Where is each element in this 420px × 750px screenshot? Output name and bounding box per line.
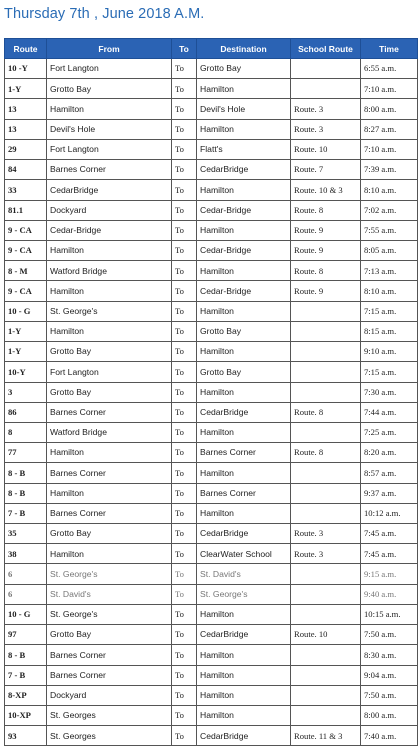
time-cell: 8:20 a.m. bbox=[361, 443, 418, 463]
destination-cell: CedarBridge bbox=[197, 726, 291, 746]
school-route-cell bbox=[291, 301, 361, 321]
time-cell: 8:00 a.m. bbox=[361, 99, 418, 119]
from-cell: Grotto Bay bbox=[47, 625, 172, 645]
table-row bbox=[5, 544, 418, 564]
route-cell: 8 - B bbox=[5, 645, 47, 665]
table-row bbox=[5, 180, 418, 200]
table-row bbox=[5, 99, 418, 119]
school-route-cell: Route. 8 bbox=[291, 200, 361, 220]
destination-cell: Cedar-Bridge bbox=[197, 281, 291, 301]
school-route-cell bbox=[291, 665, 361, 685]
route-cell: 8-XP bbox=[5, 685, 47, 705]
time-cell: 7:39 a.m. bbox=[361, 160, 418, 180]
destination-cell: Hamilton bbox=[197, 685, 291, 705]
destination-cell: CedarBridge bbox=[197, 524, 291, 544]
time-cell: 9:15 a.m. bbox=[361, 564, 418, 584]
table-row bbox=[5, 584, 418, 604]
school-route-cell bbox=[291, 321, 361, 341]
table-row bbox=[5, 160, 418, 180]
route-cell: 9 - CA bbox=[5, 281, 47, 301]
route-cell: 9 - CA bbox=[5, 220, 47, 240]
table-row bbox=[5, 281, 418, 301]
route-cell: 3 bbox=[5, 382, 47, 402]
time-cell: 8:10 a.m. bbox=[361, 281, 418, 301]
time-cell: 7:15 a.m. bbox=[361, 301, 418, 321]
from-cell: Hamilton bbox=[47, 321, 172, 341]
destination-cell: Barnes Corner bbox=[197, 443, 291, 463]
from-cell: Dockyard bbox=[47, 200, 172, 220]
route-cell: 93 bbox=[5, 726, 47, 746]
from-cell: Cedar-Bridge bbox=[47, 220, 172, 240]
route-cell: 33 bbox=[5, 180, 47, 200]
route-cell: 1-Y bbox=[5, 79, 47, 99]
column-header-to: To bbox=[172, 39, 197, 59]
route-cell: 8 - B bbox=[5, 463, 47, 483]
destination-cell: Hamilton bbox=[197, 463, 291, 483]
destination-cell: Hamilton bbox=[197, 261, 291, 281]
table-row bbox=[5, 443, 418, 463]
route-cell: 84 bbox=[5, 160, 47, 180]
school-route-cell bbox=[291, 79, 361, 99]
to-cell: To bbox=[172, 59, 197, 79]
school-route-cell bbox=[291, 564, 361, 584]
to-cell: To bbox=[172, 362, 197, 382]
to-cell: To bbox=[172, 301, 197, 321]
time-cell: 7:10 a.m. bbox=[361, 139, 418, 159]
time-cell: 7:13 a.m. bbox=[361, 261, 418, 281]
to-cell: To bbox=[172, 342, 197, 362]
destination-cell: Hamilton bbox=[197, 119, 291, 139]
from-cell: St. Georges bbox=[47, 726, 172, 746]
route-cell: 86 bbox=[5, 402, 47, 422]
to-cell: To bbox=[172, 200, 197, 220]
route-cell: 7 - B bbox=[5, 503, 47, 523]
destination-cell: Hamilton bbox=[197, 79, 291, 99]
to-cell: To bbox=[172, 483, 197, 503]
destination-cell: Hamilton bbox=[197, 706, 291, 726]
table-row bbox=[5, 139, 418, 159]
from-cell: Barnes Corner bbox=[47, 160, 172, 180]
to-cell: To bbox=[172, 402, 197, 422]
from-cell: Hamilton bbox=[47, 240, 172, 260]
from-cell: Hamilton bbox=[47, 281, 172, 301]
route-cell: 77 bbox=[5, 443, 47, 463]
time-cell: 7:45 a.m. bbox=[361, 544, 418, 564]
to-cell: To bbox=[172, 240, 197, 260]
destination-cell: Barnes Corner bbox=[197, 483, 291, 503]
to-cell: To bbox=[172, 79, 197, 99]
schedule-body bbox=[5, 59, 418, 746]
to-cell: To bbox=[172, 503, 197, 523]
to-cell: To bbox=[172, 99, 197, 119]
route-cell: 1-Y bbox=[5, 342, 47, 362]
route-cell: 9 - CA bbox=[5, 240, 47, 260]
from-cell: Fort Langton bbox=[47, 362, 172, 382]
destination-cell: Hamilton bbox=[197, 645, 291, 665]
route-cell: 6 bbox=[5, 584, 47, 604]
school-route-cell: Route. 8 bbox=[291, 443, 361, 463]
route-cell: 1-Y bbox=[5, 321, 47, 341]
table-row bbox=[5, 119, 418, 139]
destination-cell: CedarBridge bbox=[197, 160, 291, 180]
from-cell: Hamilton bbox=[47, 443, 172, 463]
destination-cell: Grotto Bay bbox=[197, 362, 291, 382]
time-cell: 7:50 a.m. bbox=[361, 685, 418, 705]
from-cell: Hamilton bbox=[47, 544, 172, 564]
school-route-cell bbox=[291, 604, 361, 624]
table-row bbox=[5, 79, 418, 99]
column-header-route: Route bbox=[5, 39, 47, 59]
school-route-cell: Route. 9 bbox=[291, 240, 361, 260]
from-cell: Grotto Bay bbox=[47, 524, 172, 544]
time-cell: 8:00 a.m. bbox=[361, 706, 418, 726]
time-cell: 9:40 a.m. bbox=[361, 584, 418, 604]
from-cell: Hamilton bbox=[47, 99, 172, 119]
destination-cell: ClearWater School bbox=[197, 544, 291, 564]
table-row bbox=[5, 564, 418, 584]
route-cell: 7 - B bbox=[5, 665, 47, 685]
table-row bbox=[5, 200, 418, 220]
school-route-cell bbox=[291, 422, 361, 442]
to-cell: To bbox=[172, 706, 197, 726]
from-cell: Barnes Corner bbox=[47, 463, 172, 483]
from-cell: St. George's bbox=[47, 604, 172, 624]
school-route-cell: Route. 3 bbox=[291, 524, 361, 544]
page-title: Thursday 7th , June 2018 A.M. bbox=[4, 6, 205, 22]
time-cell: 7:30 a.m. bbox=[361, 382, 418, 402]
from-cell: Watford Bridge bbox=[47, 422, 172, 442]
school-route-cell bbox=[291, 483, 361, 503]
route-cell: 8 bbox=[5, 422, 47, 442]
to-cell: To bbox=[172, 564, 197, 584]
route-cell: 97 bbox=[5, 625, 47, 645]
school-route-cell bbox=[291, 463, 361, 483]
destination-cell: CedarBridge bbox=[197, 625, 291, 645]
from-cell: Watford Bridge bbox=[47, 261, 172, 281]
from-cell: Grotto Bay bbox=[47, 342, 172, 362]
to-cell: To bbox=[172, 463, 197, 483]
from-cell: Hamilton bbox=[47, 483, 172, 503]
destination-cell: Hamilton bbox=[197, 220, 291, 240]
time-cell: 10:12 a.m. bbox=[361, 503, 418, 523]
time-cell: 9:04 a.m. bbox=[361, 665, 418, 685]
table-row bbox=[5, 483, 418, 503]
table-row bbox=[5, 220, 418, 240]
table-row bbox=[5, 463, 418, 483]
route-cell: 6 bbox=[5, 564, 47, 584]
time-cell: 9:37 a.m. bbox=[361, 483, 418, 503]
route-cell: 10 - G bbox=[5, 301, 47, 321]
destination-cell: Hamilton bbox=[197, 503, 291, 523]
time-cell: 8:30 a.m. bbox=[361, 645, 418, 665]
destination-cell: Hamilton bbox=[197, 604, 291, 624]
school-route-cell: Route. 7 bbox=[291, 160, 361, 180]
from-cell: Dockyard bbox=[47, 685, 172, 705]
to-cell: To bbox=[172, 220, 197, 240]
column-header-destination: Destination bbox=[197, 39, 291, 59]
route-cell: 10-XP bbox=[5, 706, 47, 726]
to-cell: To bbox=[172, 544, 197, 564]
school-route-cell bbox=[291, 362, 361, 382]
from-cell: Barnes Corner bbox=[47, 645, 172, 665]
from-cell: Barnes Corner bbox=[47, 402, 172, 422]
route-cell: 29 bbox=[5, 139, 47, 159]
from-cell: St. Georges bbox=[47, 706, 172, 726]
to-cell: To bbox=[172, 645, 197, 665]
from-cell: St. David's bbox=[47, 584, 172, 604]
to-cell: To bbox=[172, 604, 197, 624]
time-cell: 7:45 a.m. bbox=[361, 524, 418, 544]
time-cell: 7:44 a.m. bbox=[361, 402, 418, 422]
column-header-school-route: School Route bbox=[291, 39, 361, 59]
table-row bbox=[5, 726, 418, 746]
table-row bbox=[5, 665, 418, 685]
route-cell: 10 -Y bbox=[5, 59, 47, 79]
school-route-cell bbox=[291, 382, 361, 402]
destination-cell: St. David's bbox=[197, 564, 291, 584]
to-cell: To bbox=[172, 281, 197, 301]
school-route-cell: Route. 10 bbox=[291, 139, 361, 159]
to-cell: To bbox=[172, 524, 197, 544]
time-cell: 8:27 a.m. bbox=[361, 119, 418, 139]
route-cell: 35 bbox=[5, 524, 47, 544]
school-route-cell bbox=[291, 584, 361, 604]
school-route-cell: Route. 10 bbox=[291, 625, 361, 645]
from-cell: St. George's bbox=[47, 301, 172, 321]
destination-cell: Devil's Hole bbox=[197, 99, 291, 119]
route-cell: 10-Y bbox=[5, 362, 47, 382]
time-cell: 7:55 a.m. bbox=[361, 220, 418, 240]
table-row bbox=[5, 625, 418, 645]
from-cell: Grotto Bay bbox=[47, 382, 172, 402]
table-row bbox=[5, 524, 418, 544]
time-cell: 7:10 a.m. bbox=[361, 79, 418, 99]
table-row bbox=[5, 382, 418, 402]
route-cell: 8 - M bbox=[5, 261, 47, 281]
to-cell: To bbox=[172, 584, 197, 604]
time-cell: 6:55 a.m. bbox=[361, 59, 418, 79]
table-row bbox=[5, 706, 418, 726]
from-cell: Barnes Corner bbox=[47, 503, 172, 523]
to-cell: To bbox=[172, 726, 197, 746]
table-row bbox=[5, 362, 418, 382]
table-row bbox=[5, 261, 418, 281]
time-cell: 7:02 a.m. bbox=[361, 200, 418, 220]
destination-cell: Cedar-Bridge bbox=[197, 240, 291, 260]
table-row bbox=[5, 59, 418, 79]
route-cell: 8 - B bbox=[5, 483, 47, 503]
column-header-from: From bbox=[47, 39, 172, 59]
table-row bbox=[5, 321, 418, 341]
time-cell: 9:10 a.m. bbox=[361, 342, 418, 362]
to-cell: To bbox=[172, 321, 197, 341]
table-row bbox=[5, 240, 418, 260]
schedule-table bbox=[4, 38, 418, 746]
to-cell: To bbox=[172, 119, 197, 139]
school-route-cell bbox=[291, 503, 361, 523]
table-row bbox=[5, 604, 418, 624]
column-header-time: Time bbox=[361, 39, 418, 59]
table-row bbox=[5, 422, 418, 442]
destination-cell: St. George's bbox=[197, 584, 291, 604]
destination-cell: Hamilton bbox=[197, 382, 291, 402]
school-route-cell: Route. 3 bbox=[291, 119, 361, 139]
destination-cell: Grotto Bay bbox=[197, 321, 291, 341]
school-route-cell: Route. 9 bbox=[291, 220, 361, 240]
school-route-cell: Route. 8 bbox=[291, 261, 361, 281]
to-cell: To bbox=[172, 139, 197, 159]
school-route-cell: Route. 3 bbox=[291, 99, 361, 119]
time-cell: 7:50 a.m. bbox=[361, 625, 418, 645]
time-cell: 8:10 a.m. bbox=[361, 180, 418, 200]
table-row bbox=[5, 685, 418, 705]
to-cell: To bbox=[172, 180, 197, 200]
school-route-cell bbox=[291, 706, 361, 726]
school-route-cell: Route. 10 & 3 bbox=[291, 180, 361, 200]
destination-cell: CedarBridge bbox=[197, 402, 291, 422]
school-route-cell: Route. 11 & 3 bbox=[291, 726, 361, 746]
table-row bbox=[5, 342, 418, 362]
to-cell: To bbox=[172, 160, 197, 180]
from-cell: St. George's bbox=[47, 564, 172, 584]
destination-cell: Flatt's bbox=[197, 139, 291, 159]
destination-cell: Cedar-Bridge bbox=[197, 200, 291, 220]
destination-cell: Grotto Bay bbox=[197, 59, 291, 79]
route-cell: 38 bbox=[5, 544, 47, 564]
route-cell: 10 - G bbox=[5, 604, 47, 624]
to-cell: To bbox=[172, 665, 197, 685]
from-cell: CedarBridge bbox=[47, 180, 172, 200]
time-cell: 8:05 a.m. bbox=[361, 240, 418, 260]
time-cell: 8:57 a.m. bbox=[361, 463, 418, 483]
to-cell: To bbox=[172, 685, 197, 705]
school-route-cell bbox=[291, 59, 361, 79]
to-cell: To bbox=[172, 443, 197, 463]
to-cell: To bbox=[172, 261, 197, 281]
table-row bbox=[5, 503, 418, 523]
table-row bbox=[5, 402, 418, 422]
time-cell: 7:15 a.m. bbox=[361, 362, 418, 382]
header-row bbox=[5, 39, 418, 59]
destination-cell: Hamilton bbox=[197, 342, 291, 362]
to-cell: To bbox=[172, 625, 197, 645]
school-route-cell bbox=[291, 342, 361, 362]
table-row bbox=[5, 645, 418, 665]
destination-cell: Hamilton bbox=[197, 422, 291, 442]
school-route-cell: Route. 9 bbox=[291, 281, 361, 301]
time-cell: 10:15 a.m. bbox=[361, 604, 418, 624]
from-cell: Devil's Hole bbox=[47, 119, 172, 139]
from-cell: Fort Langton bbox=[47, 59, 172, 79]
school-route-cell: Route. 8 bbox=[291, 402, 361, 422]
route-cell: 81.1 bbox=[5, 200, 47, 220]
from-cell: Fort Langton bbox=[47, 139, 172, 159]
to-cell: To bbox=[172, 422, 197, 442]
to-cell: To bbox=[172, 382, 197, 402]
destination-cell: Hamilton bbox=[197, 665, 291, 685]
from-cell: Grotto Bay bbox=[47, 79, 172, 99]
time-cell: 7:40 a.m. bbox=[361, 726, 418, 746]
time-cell: 8:15 a.m. bbox=[361, 321, 418, 341]
destination-cell: Hamilton bbox=[197, 301, 291, 321]
from-cell: Barnes Corner bbox=[47, 665, 172, 685]
table-row bbox=[5, 301, 418, 321]
school-route-cell: Route. 3 bbox=[291, 544, 361, 564]
school-route-cell bbox=[291, 685, 361, 705]
school-route-cell bbox=[291, 645, 361, 665]
destination-cell: Hamilton bbox=[197, 180, 291, 200]
route-cell: 13 bbox=[5, 119, 47, 139]
schedule-header bbox=[5, 39, 418, 59]
time-cell: 7:25 a.m. bbox=[361, 422, 418, 442]
route-cell: 13 bbox=[5, 99, 47, 119]
